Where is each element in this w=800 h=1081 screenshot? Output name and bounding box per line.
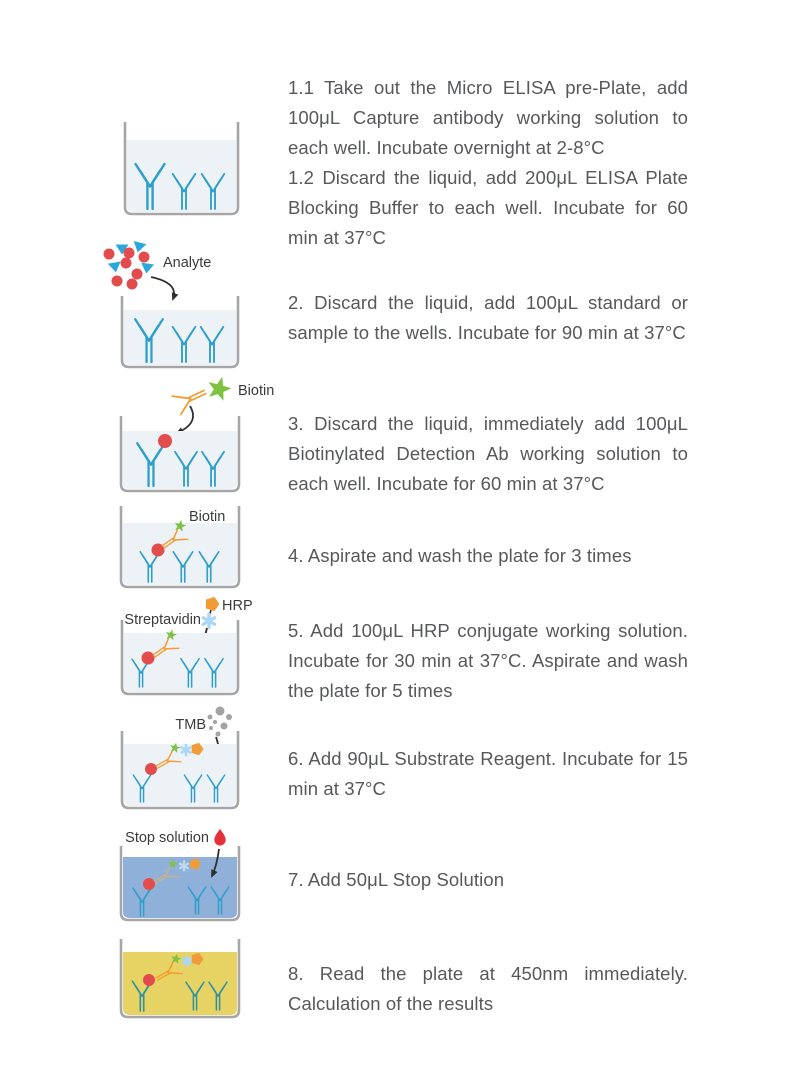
step-8-illustration	[121, 939, 239, 1017]
step-1-text-part-2: 1.2 Discard the liquid, add 200μL ELISA Plate Blocking Buffer to each well. Incubate for 60 min at 37°C	[288, 167, 688, 248]
step-7-illustration	[121, 829, 239, 920]
analyte-label: Analyte	[163, 255, 212, 271]
step-5-text: 5. Add 100μL HRP conjugate working solution. Incubate for 30 min at 37°C. Aspirate and wash the plate for 5 times	[288, 620, 688, 701]
step-3-illustration	[121, 374, 274, 491]
step-8-text: 8. Read the plate at 450nm immediately. Calculation of the results	[288, 963, 688, 1014]
step-6-illustration	[122, 707, 238, 809]
step-2-illustration	[104, 241, 239, 367]
well-liquid	[123, 523, 237, 585]
step-1-illustration	[125, 122, 238, 214]
biotin-icon	[205, 374, 234, 402]
step-1-text	[288, 73, 688, 253]
analyte-bound-icon	[143, 878, 155, 890]
step-4-illustration	[121, 506, 239, 587]
stop-solution-label: Stop solution	[125, 830, 209, 846]
step-4-text: 4. Aspirate and wash the plate for 3 times	[288, 545, 632, 566]
streptavidin-icon	[203, 615, 214, 628]
hrp-icon	[203, 595, 221, 612]
step-6-text: 6. Add 90μL Substrate Reagent. Incubate for 15 min at 37°C	[288, 748, 688, 799]
arrow-icon	[177, 406, 193, 433]
analyte-icon	[104, 241, 155, 289]
biotin-label: Biotin	[238, 383, 275, 399]
step-7-text: 7. Add 50μL Stop Solution	[288, 869, 505, 890]
analyte-bound-icon	[145, 763, 157, 775]
analyte-bound-icon	[143, 974, 155, 986]
analyte-bound-icon	[158, 434, 172, 448]
hrp-label: HRP	[222, 598, 253, 614]
streptavidin-label: Streptavidin	[124, 612, 201, 628]
step-1-text-part-1: 1.1 Take out the Micro ELISA pre-Plate, add 100μL Capture antibody working solution to each well. Incubate overnight at 2-8°C	[288, 77, 688, 158]
stop-solution-icon	[214, 829, 225, 846]
step-3-text: 3. Discard the liquid, immediately add 100μL Biotinylated Detection Ab working solution to each well. Incubate for 60 min at 37°C	[288, 413, 688, 494]
analyte-bound-icon	[142, 652, 155, 665]
well-liquid	[124, 633, 236, 692]
step-5-illustration	[122, 595, 253, 694]
step-2-text: 2. Discard the liquid, add 100μL standard or sample to the wells. Incubate for 90 min at 37°C	[288, 292, 688, 343]
tmb-label: TMB	[175, 717, 206, 733]
biotin-label: Biotin	[189, 509, 226, 525]
arrow-icon	[151, 277, 174, 299]
tmb-icon	[208, 707, 233, 737]
detection-antibody-icon	[172, 383, 209, 415]
